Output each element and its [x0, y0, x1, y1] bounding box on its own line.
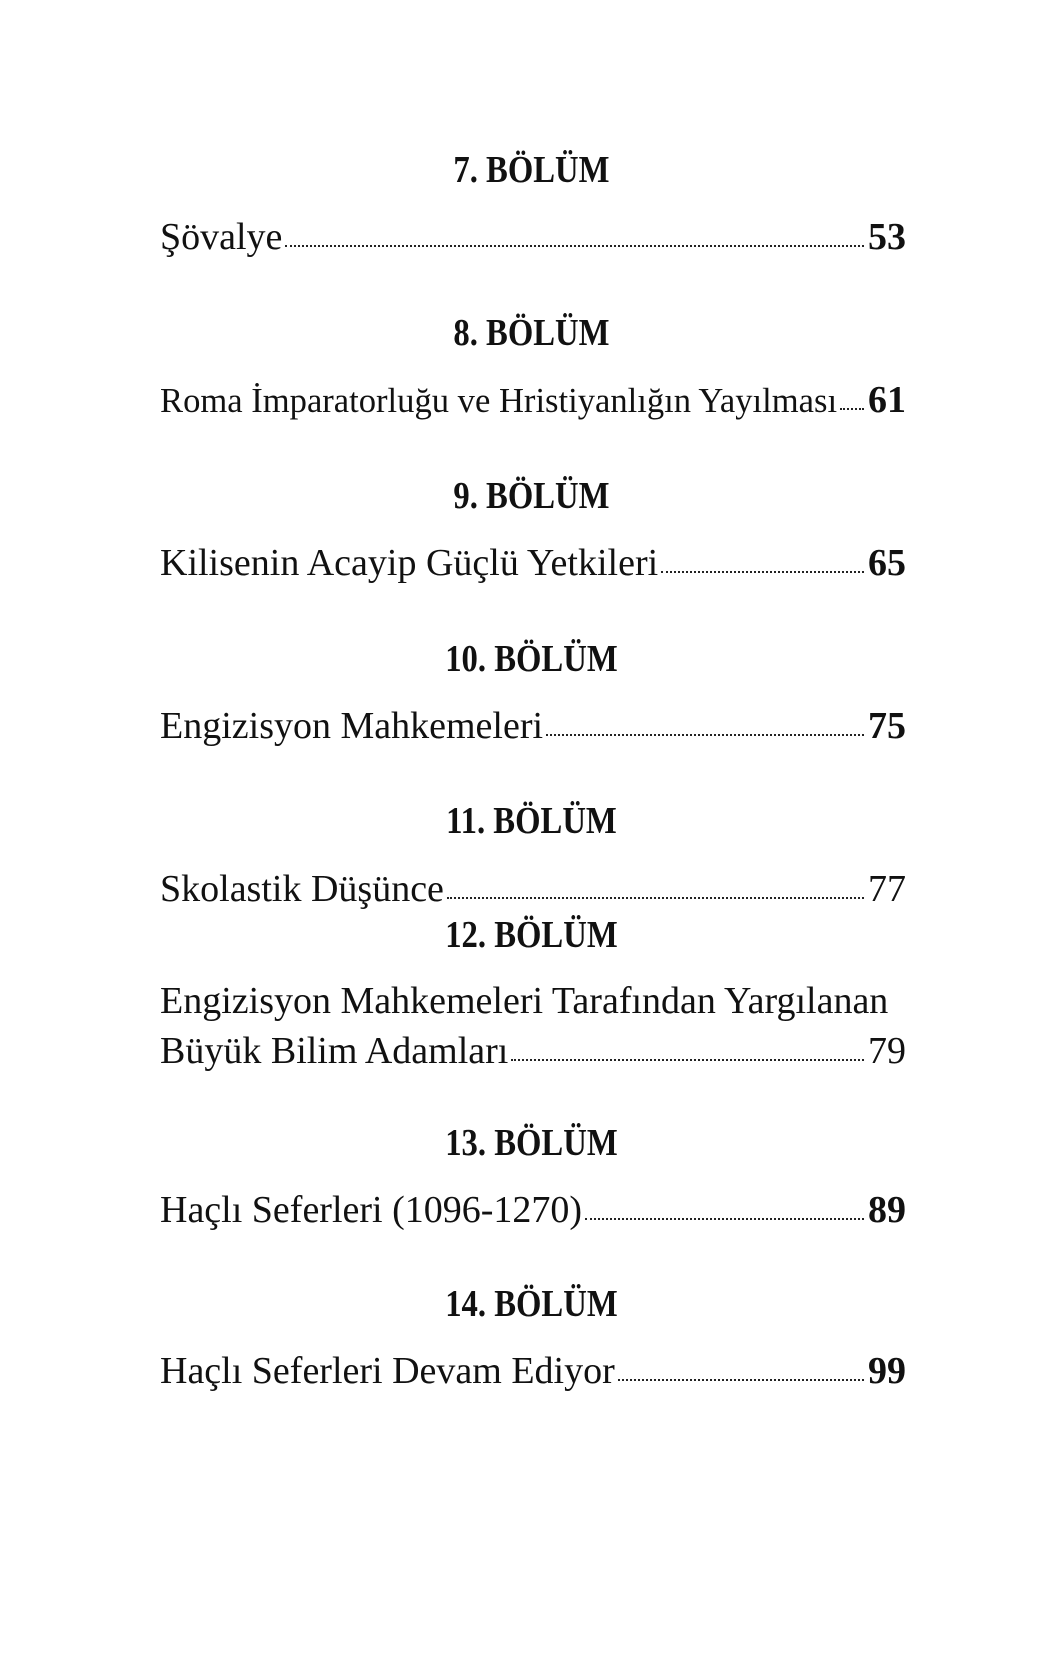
dot-leader: [511, 1059, 864, 1061]
toc-page-number: 53: [868, 216, 906, 258]
toc-page-number: 65: [868, 542, 906, 584]
chapter-heading: 12. BÖLÜM: [445, 914, 618, 956]
toc-page-number: 75: [868, 705, 906, 747]
toc-entry[interactable]: [160, 1346, 906, 1396]
dot-leader: [840, 408, 864, 410]
dot-leader: [546, 734, 864, 736]
toc-entry-title: Büyük Bilim Adamları: [160, 1030, 509, 1072]
toc-page-number: 77: [868, 868, 906, 910]
toc-entry-title: Engizisyon Mahkemeleri: [160, 705, 544, 747]
toc-page-number: 79: [868, 1030, 906, 1072]
dot-leader: [585, 1218, 864, 1220]
toc-entry[interactable]: [160, 375, 906, 426]
dot-leader: [618, 1379, 864, 1381]
toc-page-number: 99: [868, 1350, 906, 1392]
chapter-heading: 11. BÖLÜM: [446, 800, 617, 842]
toc-entry-title: Haçlı Seferleri Devam Ediyor: [160, 1350, 615, 1392]
chapter-heading: 13. BÖLÜM: [445, 1122, 618, 1164]
toc-entry-title: Şövalye: [160, 216, 283, 258]
toc-entry[interactable]: [160, 538, 906, 588]
toc-entry-title: Haçlı Seferleri (1096-1270): [160, 1189, 583, 1231]
toc-entry-title: Kilisenin Acayip Güçlü Yetkileri: [160, 542, 659, 584]
chapter-heading: 14. BÖLÜM: [445, 1283, 618, 1325]
chapter-heading: 9. BÖLÜM: [453, 475, 610, 517]
toc-entry[interactable]: [160, 864, 906, 914]
toc-page-number: 61: [868, 379, 906, 421]
chapter-heading: 8. BÖLÜM: [453, 312, 610, 354]
toc-entry[interactable]: [160, 212, 906, 262]
toc-page-number: 89: [868, 1189, 906, 1231]
toc-entry-title: Skolastik Düşünce: [160, 868, 444, 910]
chapter-heading: 7. BÖLÜM: [453, 149, 610, 191]
toc-entry[interactable]: [160, 976, 906, 1076]
toc-entry-title: Roma İmparatorluğu ve Hristiyanlığın Yayılması: [160, 382, 838, 420]
dot-leader: [285, 245, 864, 247]
toc-entry[interactable]: [160, 701, 906, 751]
dot-leader: [661, 571, 864, 573]
toc-entry-title-line: Engizisyon Mahkemeleri Tarafından Yargılanan: [160, 980, 889, 1022]
dot-leader: [447, 897, 864, 899]
chapter-heading: 10. BÖLÜM: [445, 638, 618, 680]
toc-entry[interactable]: [160, 1185, 906, 1235]
